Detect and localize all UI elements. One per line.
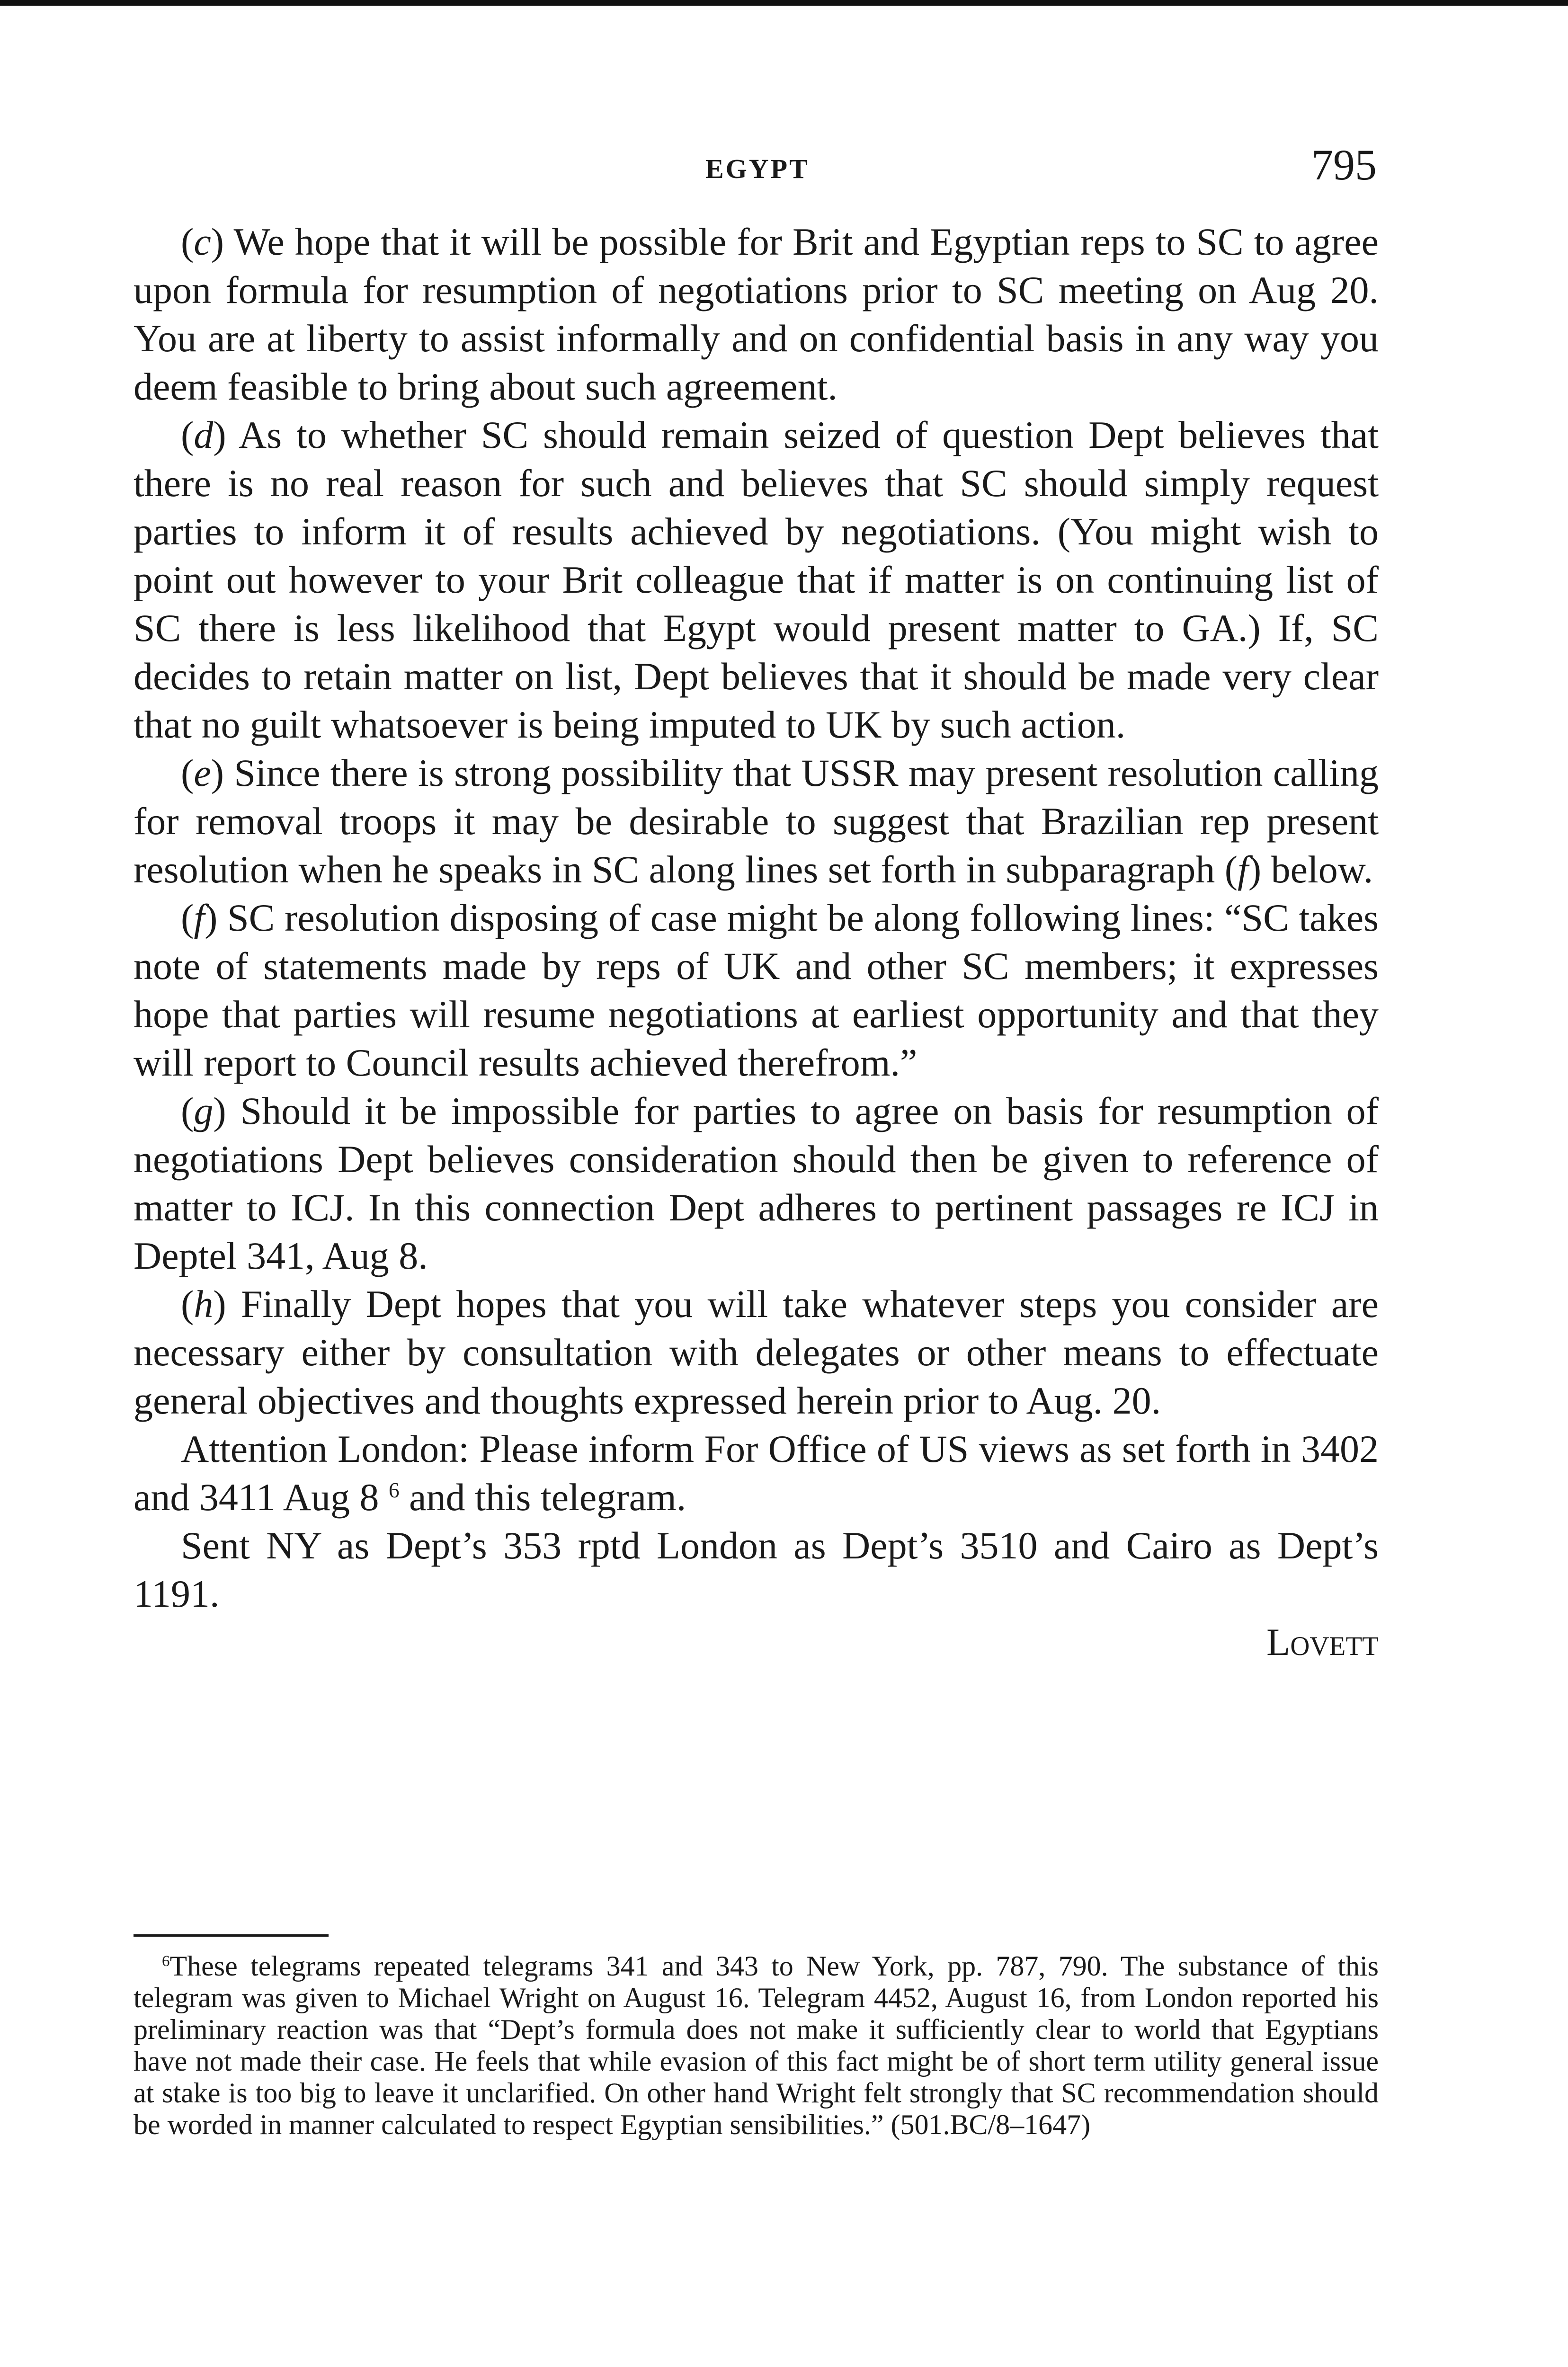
footnote	[134, 1950, 1379, 2141]
paragraph-marker: e	[194, 751, 211, 794]
footnote-reference: 6	[389, 1478, 400, 1502]
paragraph-d: (d) As to whether SC should remain seized of question Dept believes that there is no real reason for such and believes that SC should simply request parties to inform it of results achieved by negotiations. (You might wish to point out however to your Brit colleague that if matter is on continuing list of SC there is less likelihood that Egypt would present matter to GA.) If, SC decides to retain matter on list, Dept believes that it should be made very clear that no guilt whatsoever is being imputed to UK by such action.	[134, 413, 1379, 746]
footnote-rule	[134, 1934, 329, 1937]
paragraph-marker: f	[194, 896, 205, 939]
sent-line: Sent NY as Dept’s 353 rptd London as Dept’s 3510 and Cairo as Dept’s 1191.	[134, 1524, 1379, 1615]
paragraph-marker: d	[194, 413, 214, 456]
subparagraph-ref: f	[1238, 848, 1248, 891]
paragraph-marker: g	[194, 1089, 214, 1132]
paragraph-marker: c	[194, 220, 211, 263]
attention-paragraph	[134, 1425, 1379, 1522]
paragraph-f: (f) SC resolution disposing of case might be along following lines: “SC takes note of statements made by reps of UK and other SC members; it expresses hope that parties will resume negotiations at earliest opportunity and that they will report to Council results achieved therefrom.”	[134, 896, 1379, 1084]
body-text	[134, 218, 1379, 1666]
attention-text: Attention London: Please inform For Office of US views as set forth in 3402 and 3411 Aug 8	[134, 1427, 1379, 1519]
footnote-text: These telegrams repeated telegrams 341 and 343 to New York, pp. 787, 790. The substance of this telegram was given to Michael Wright on August 16. Telegram 4452, August 16, from London reported his preliminary reaction was that “Dept’s formula does not make it sufficiently clear to world that Egyptians have not made their case. He feels that while evasion of this fact might be of short term utility general issue at stake is too big to leave it unclarified. On other hand Wright felt strongly that SC recommendation should be worded in manner calculated to respect Egyptian sensibilities.” (501.BC/8–1647)	[134, 1950, 1379, 2140]
paragraph-text: Since there is strong possibility that USSR may present resolution calling for removal troops it may be desirable to suggest that Brazilian rep present resolution when he speaks in SC along lines set forth in subparagraph	[134, 751, 1379, 891]
paragraph-text: Finally Dept hopes that you will take whatever steps you consider are necessary either by consultation with delegates or other means to effectuate general objectives and thoughts expressed herein prior to Aug. 20.	[134, 1282, 1379, 1422]
attention-tail: and this telegram.	[409, 1476, 686, 1519]
paragraph-e: (e) Since there is strong possibility that USSR may present resolution calling for removal troops it may be desirable to suggest that Brazilian rep present resolution when he speaks in SC along lines set forth in subparagraph (f) below.	[134, 751, 1379, 891]
paragraph-h: (h) Finally Dept hopes that you will take whatever steps you consider are necessary either by consultation with delegates or other means to effectuate general objectives and thoughts expressed herein prior to Aug. 20.	[134, 1282, 1379, 1422]
paragraph-text: We hope that it will be possible for Brit and Egyptian reps to SC to agree upon formula for resumption of negotiations prior to SC meeting on Aug 20. You are at liberty to assist informally and on confidential basis in any way you deem feasible to bring about such agreement.	[134, 220, 1379, 408]
paragraph-text: Should it be impossible for parties to agree on basis for resumption of negotiations Dept believes consideration should then be given to reference of matter to ICJ. In this connection Dept adheres to pertinent passages re ICJ in Deptel 341, Aug 8.	[134, 1089, 1379, 1277]
signature: Lovett	[1266, 1620, 1379, 1664]
paragraph-text: SC resolution disposing of case might be along following lines: “SC takes note of statements made by reps of UK and other SC members; it expresses hope that parties will resume negotiations at earliest opportunity and that they will report to Council results achieved therefrom.”	[134, 896, 1379, 1084]
paragraph-c: (c) We hope that it will be possible for Brit and Egyptian reps to SC to agree upon formula for resumption of negotiations prior to SC meeting on Aug 20. You are at liberty to assist informally and on confidential basis in any way you deem feasible to bring about such agreement.	[134, 220, 1379, 408]
page-top-edge	[0, 0, 1568, 6]
page-number: 795	[1311, 141, 1377, 189]
paragraph-g: (g) Should it be impossible for parties to agree on basis for resumption of negotiations Dept believes consideration should then be given to reference of matter to ICJ. In this connection Dept adheres to pertinent passages re ICJ in Deptel 341, Aug 8.	[134, 1089, 1379, 1277]
paragraph-tail: below.	[1271, 848, 1373, 891]
footnote-number: 6	[162, 1953, 170, 1970]
page-header	[0, 140, 1568, 192]
paragraph-text: As to whether SC should remain seized of question Dept believes that there is no real reason for such and believes that SC should simply request parties to inform it of results achieved by negotiations. (You might wish to point out however to your Brit colleague that if matter is on continuing list of SC there is less likelihood that Egypt would present matter to GA.) If, SC decides to retain matter on list, Dept believes that it should be made very clear that no guilt whatsoever is being imputed to UK by such action.	[134, 413, 1379, 746]
running-head: EGYPT	[705, 153, 810, 184]
footnote-paragraph	[134, 1950, 1379, 2141]
paragraph-marker: h	[194, 1282, 214, 1326]
